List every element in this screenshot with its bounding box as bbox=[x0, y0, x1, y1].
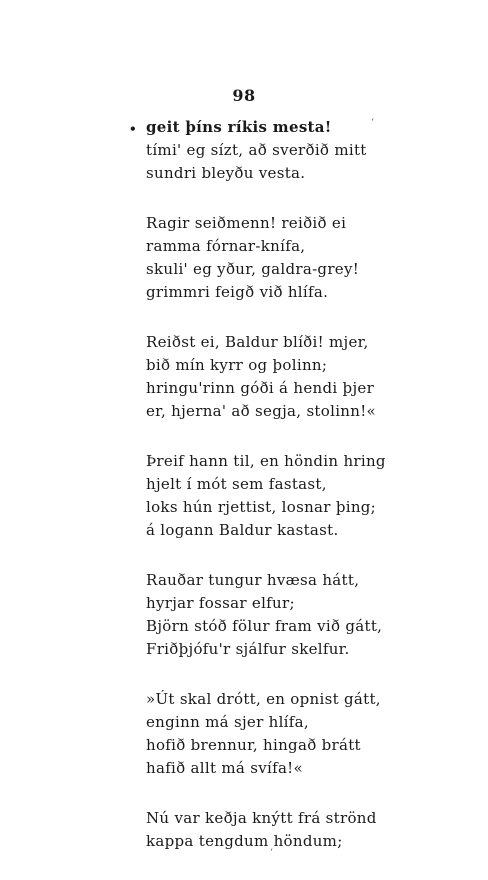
poem-line: sundri bleyðu vesta. bbox=[146, 164, 306, 182]
poem-line: hringu'rinn góði á hendi þjer bbox=[146, 379, 375, 397]
poem-line: grimmri feigð við hlífa. bbox=[146, 283, 329, 301]
stanza-1 bbox=[129, 116, 466, 185]
poem-line: hjelt í mót sem fastast, bbox=[146, 475, 327, 493]
poem-line: kappa tengdum höndum; bbox=[146, 832, 343, 850]
poem-line: hafið allt má svífa!« bbox=[146, 759, 303, 777]
poem-line: á logann Baldur kastast. bbox=[146, 521, 339, 539]
poem-line: »Út skal drótt, en opnist gátt, bbox=[146, 690, 381, 708]
stanza-6 bbox=[146, 688, 466, 780]
stanza-3 bbox=[146, 331, 466, 423]
poem-line: Reiðst ei, Baldur blíði! mjer, bbox=[146, 333, 369, 351]
poem-line: Friðþjófu'r sjálfur skelfur. bbox=[146, 640, 350, 658]
poem-body bbox=[129, 116, 466, 880]
poem-line-text: geit þíns ríkis mesta! bbox=[146, 118, 332, 136]
stanza-2 bbox=[146, 212, 466, 304]
stanza-4 bbox=[146, 450, 466, 542]
bullet-icon: • bbox=[129, 122, 137, 136]
print-speck: ‘ bbox=[371, 118, 374, 128]
poem-line: skuli' eg yður, galdra-grey! bbox=[146, 260, 360, 278]
poem-line: hofið brennur, hingað brátt bbox=[146, 736, 361, 754]
print-speck: ‘ bbox=[270, 848, 273, 858]
poem-line: bið mín kyrr og þolinn; bbox=[146, 356, 328, 374]
poem-line: Rauðar tungur hvæsa hátt, bbox=[146, 571, 360, 589]
poem-line: er, hjerna' að segja, stolinn!« bbox=[146, 402, 377, 420]
poem-line: Björn stóð fölur fram við gátt, bbox=[146, 617, 383, 635]
stanza-7 bbox=[146, 807, 466, 853]
poem-line bbox=[129, 116, 466, 139]
poem-line: Ragir seiðmenn! reiðið ei bbox=[146, 214, 347, 232]
poem-line: enginn má sjer hlífa, bbox=[146, 713, 309, 731]
stanza-5 bbox=[146, 569, 466, 661]
poem-line: ramma fórnar-knífa, bbox=[146, 237, 306, 255]
poem-line: Þreif hann til, en höndin hring bbox=[146, 452, 386, 470]
poem-line: hyrjar fossar elfur; bbox=[146, 594, 295, 612]
poem-line: loks hún rjettist, losnar þing; bbox=[146, 498, 377, 516]
poem-line: Nú var keðja knýtt frá strönd bbox=[146, 809, 377, 827]
page-number: 98 bbox=[232, 86, 256, 105]
poem-line: tími' eg sízt, að sverðið mitt bbox=[146, 141, 367, 159]
